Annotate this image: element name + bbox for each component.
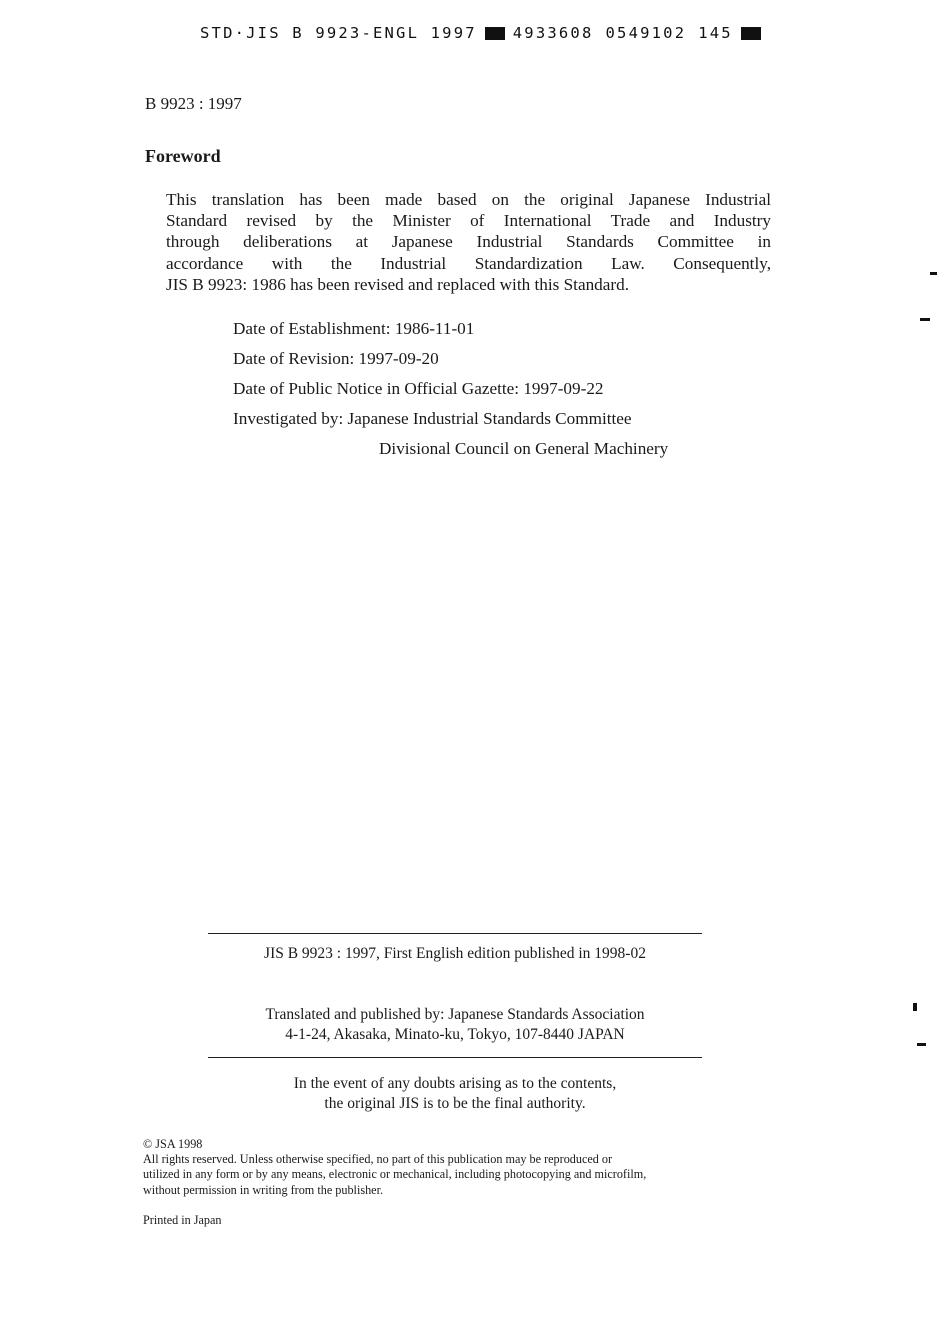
authority-line: the original JIS is to be the final authority. [324, 1095, 586, 1112]
foreword-title: Foreword [145, 146, 221, 166]
authority-note [208, 1074, 702, 1114]
date-list [233, 314, 668, 464]
publisher-address: 4-1-24, Akasaka, Minato-ku, Tokyo, 107-8440 JAPAN [285, 1026, 625, 1043]
date-revision: Date of Revision: 1997-09-20 [233, 349, 439, 368]
std-code-text: STD·JIS B 9923-ENGL 1997 [200, 24, 477, 42]
paragraph-line: This translation has been made based on the original Japanese Industrial [166, 190, 771, 209]
rights-line: without permission in writing from the publisher. [143, 1182, 384, 1197]
publisher-line: Translated and published by: Japanese Standards Association [265, 1006, 645, 1023]
rights-line: All rights reserved. Unless otherwise specified, no part of this publication may be reproduced or [143, 1152, 613, 1167]
publisher-block [208, 1005, 702, 1045]
barcode-text-a: 4933608 [512, 24, 594, 42]
rights-line: utilized in any form or by any means, electronic or mechanical, including photocopying and microfilm, [143, 1167, 647, 1182]
investigated-by: Investigated by: Japanese Industrial Standards Committee [233, 409, 632, 428]
page-header-code [200, 22, 769, 44]
paragraph-line: Standard revised by the Minister of International Trade and Industry [166, 211, 771, 231]
authority-line: In the event of any doubts arising as to the contents, [293, 1075, 617, 1092]
black-bar-mark [485, 27, 505, 40]
copyright-line: © JSA 1998 [143, 1137, 203, 1151]
paragraph-line: JIS B 9923: 1986 has been revised and replaced with this Standard. [166, 274, 630, 294]
divisional-council: Divisional Council on General Machinery [379, 439, 669, 458]
scan-artifact [913, 1003, 917, 1011]
copyright-block [143, 1137, 773, 1198]
paragraph-line: accordance with the Industrial Standardization Law. Consequently, [166, 253, 771, 273]
scan-artifact [930, 272, 937, 275]
black-bar-mark-end [741, 27, 761, 40]
document-number: B 9923 : 1997 [145, 94, 242, 113]
barcode-text-c: 145 [698, 24, 733, 42]
edition-note: JIS B 9923 : 1997, First English edition published in 1998-02 [264, 945, 646, 962]
divider-rule-top [208, 933, 702, 934]
barcode-text-b: 0549102 [605, 24, 687, 42]
printed-in: Printed in Japan [143, 1213, 222, 1227]
date-establishment: Date of Establishment: 1986-11-01 [233, 319, 475, 338]
date-public-notice: Date of Public Notice in Official Gazette: 1997-09-22 [233, 379, 604, 398]
foreword-paragraph [166, 189, 771, 295]
paragraph-line: through deliberations at Japanese Industrial Standards Committee in [166, 232, 771, 252]
scan-artifact [920, 318, 930, 321]
divider-rule-bottom [208, 1057, 702, 1058]
scan-artifact [917, 1043, 926, 1046]
